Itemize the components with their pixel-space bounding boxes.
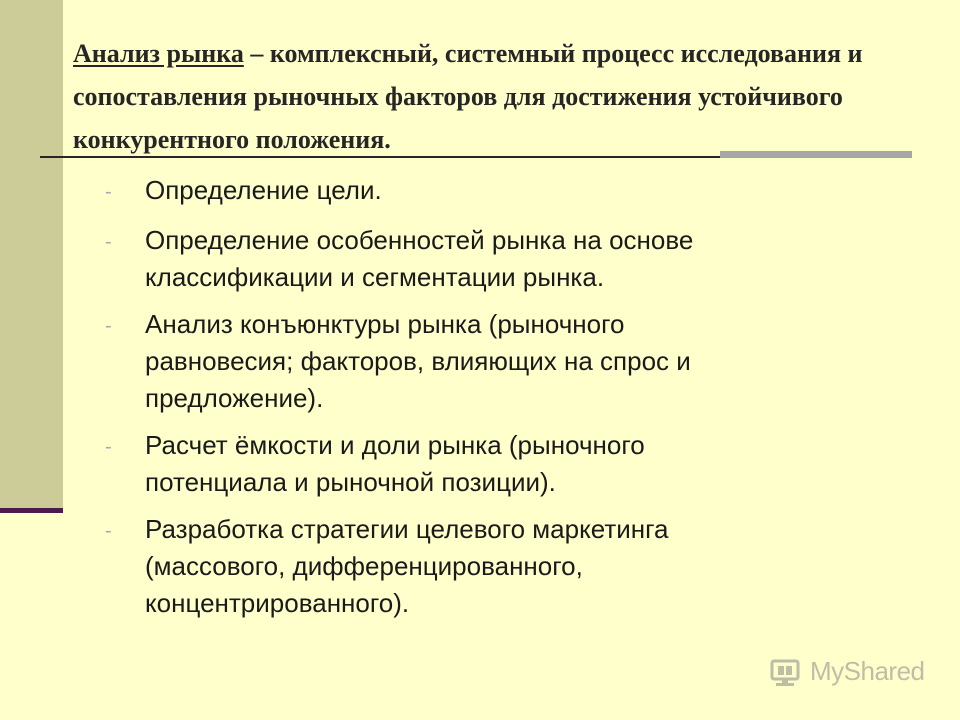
title-definition: – комплексный, системный процесс исследования и сопоставления рыночных факторов для достижения устойчивого конкурентного положения. [73,39,863,154]
bullet-text: Определение цели. [145,175,382,205]
bullet-marker: - [105,520,112,542]
bullet-marker: - [105,181,112,203]
myshared-logo-icon [770,655,804,687]
bullet-text: Анализ конъюнктуры рынка (рыночного равновесия; факторов, влияющих на спрос и предложение). [145,309,691,413]
bullet-list [105,172,845,632]
bullet-text: Разработка стратегии целевого маркетинга (массового, дифференцированного, концентрированного). [145,514,669,618]
bullet-item-market-conditions [105,306,845,417]
bullet-marker: - [105,231,112,253]
title-term: Анализ рынка [73,39,244,68]
bullet-text: Расчет ёмкости и доли рынка (рыночного потенциала и рыночной позиции). [145,430,645,497]
bullet-item-market-capacity [105,427,845,501]
title-divider-accent [720,151,912,158]
bullet-item-targeting-strategy [105,511,845,622]
bullet-item-goal [105,172,845,212]
side-accent-bar-end [0,508,63,513]
watermark [770,655,925,687]
bullet-marker: - [105,436,112,458]
watermark-text: MyShared [810,656,925,686]
bullet-text: Определение особенностей рынка на основе классификации и сегментации рынка. [145,225,694,292]
bullet-item-market-features [105,222,845,296]
bullet-marker: - [105,315,112,337]
side-accent-bar [0,0,63,510]
slide-title [73,32,933,161]
